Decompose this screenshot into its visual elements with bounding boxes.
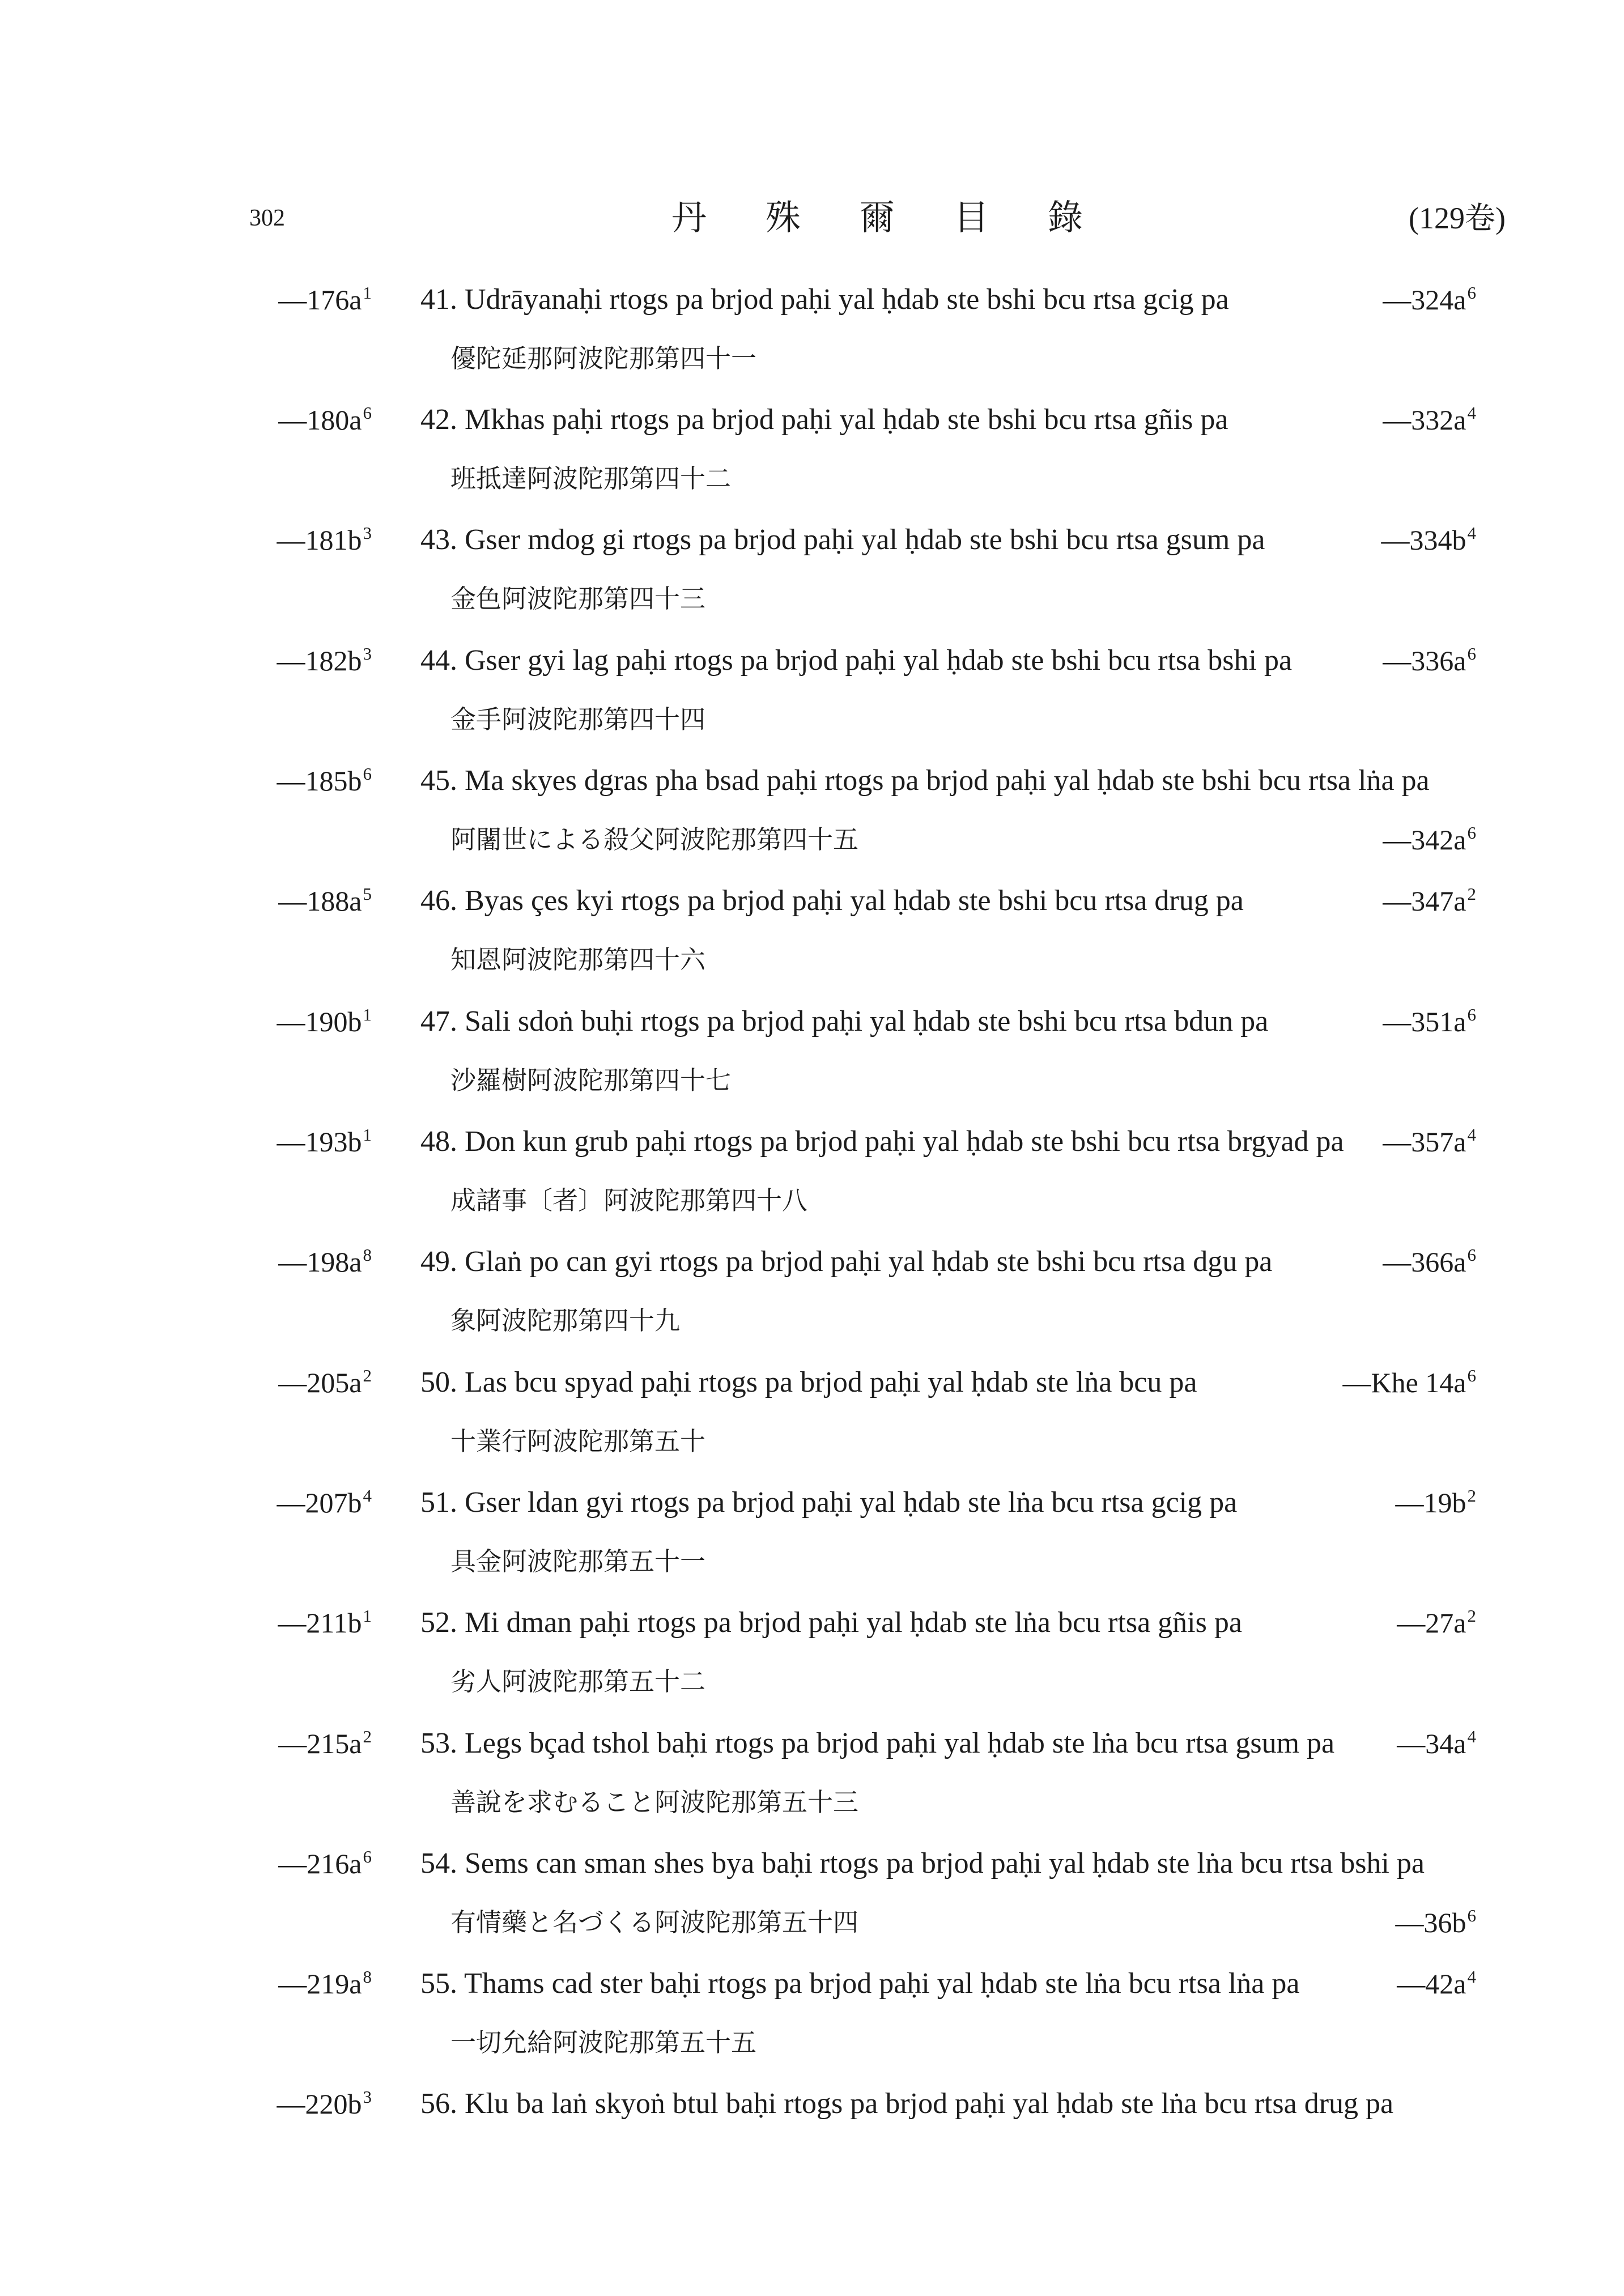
entry-gloss: 有情藥と名づくる阿波陀那第五十四 (450, 1908, 859, 1937)
entry-gloss: 善說を求むること阿波陀那第五十三 (450, 1788, 859, 1817)
entry-gloss: 優陀延那阿波陀那第四十一 (450, 345, 757, 373)
entry-gloss: 知恩阿波陀那第四十六 (450, 946, 706, 974)
source-ref: $—219a^8$ (278, 1967, 372, 2000)
source-ref: $—205a^2$ (278, 1366, 372, 1398)
entry-title: 56. Klu ba laṅ skyoṅ btul baḥi rtogs pa brjod paḥi yal ḥdab ste lṅa bcu rtsa drug pa (420, 2087, 1394, 2120)
entry-title: 50. Las bcu spyad paḥi rtogs pa brjod paḥi yal ḥdab ste lṅa bcu pa (420, 1366, 1197, 1398)
entry-title: 44. Gser gyi lag paḥi rtogs pa brjod paḥi yal ḥdab ste bshi bcu rtsa bshi pa (420, 644, 1293, 677)
entry-42 (0, 403, 1624, 499)
target-ref: $—347a^2$ (1383, 884, 1476, 917)
entry-56 (0, 2087, 1624, 2183)
entry-title: 52. Mi dman paḥi rtogs pa brjod paḥi yal ḥdab ste lṅa bcu rtsa gñis pa (420, 1606, 1242, 1639)
source-ref: $—180a^6$ (278, 403, 372, 436)
entry-49 (0, 1245, 1624, 1341)
entry-title: 55. Thams cad ster baḥi rtogs pa brjod paḥi yal ḥdab ste lṅa bcu rtsa lṅa pa (420, 1967, 1300, 2000)
entry-50 (0, 1366, 1624, 1462)
source-ref: $—185b^6$ (277, 764, 372, 797)
entry-41 (0, 283, 1624, 379)
entry-52 (0, 1606, 1624, 1702)
entry-gloss: 劣人阿波陀那第五十二 (450, 1668, 706, 1696)
volume-label: (129卷) (1409, 201, 1506, 235)
entry-gloss: 一切允給阿波陀那第五十五 (450, 2029, 757, 2057)
target-ref: $—34a^4$ (1397, 1727, 1476, 1759)
source-ref: $—211b^1$ (278, 1606, 372, 1639)
source-ref: $—220b^3$ (277, 2087, 372, 2120)
entry-gloss: 阿闍世による殺父阿波陀那第四十五 (450, 826, 859, 854)
source-ref: $—188a^5$ (278, 884, 372, 917)
source-ref: $—176a^1$ (278, 283, 372, 316)
page-header-title: 丹殊爾目錄 (671, 199, 1142, 237)
target-ref: $—36b^6$ (1395, 1906, 1476, 1938)
entry-gloss: 十業行阿波陀那第五十 (450, 1427, 706, 1456)
entry-47 (0, 1005, 1624, 1101)
target-ref: $—324a^6$ (1383, 283, 1476, 316)
entry-48 (0, 1125, 1624, 1221)
entry-title: 49. Glaṅ po can gyi rtogs pa brjod paḥi yal ḥdab ste bshi bcu rtsa dgu pa (420, 1245, 1273, 1278)
source-ref: $—198a^8$ (278, 1245, 372, 1278)
entry-gloss: 成諸事〔者〕阿波陀那第四十八 (450, 1187, 808, 1215)
entry-43 (0, 523, 1624, 619)
entry-51 (0, 1486, 1624, 1582)
page-number: 302 (249, 205, 285, 231)
entry-55 (0, 1967, 1624, 2063)
source-ref: $—215a^2$ (278, 1727, 372, 1759)
source-ref: $—193b^1$ (277, 1125, 372, 1158)
target-ref: $—342a^6$ (1383, 823, 1476, 856)
source-ref: $—181b^3$ (277, 523, 372, 556)
entry-gloss: 班抵達阿波陀那第四十二 (450, 465, 732, 493)
entry-gloss: 金色阿波陀那第四十三 (450, 585, 706, 613)
entry-46 (0, 884, 1624, 980)
target-ref: $—27a^2$ (1397, 1606, 1476, 1639)
entry-45 (0, 764, 1624, 860)
entry-title: 42. Mkhas paḥi rtogs pa brjod paḥi yal ḥdab ste bshi bcu rtsa gñis pa (420, 403, 1228, 436)
entry-gloss: 象阿波陀那第四十九 (450, 1307, 681, 1335)
entry-gloss: 金手阿波陀那第四十四 (450, 705, 706, 734)
entry-gloss: 具金阿波陀那第五十一 (450, 1547, 706, 1576)
target-ref: $—336a^6$ (1383, 644, 1476, 677)
entry-44 (0, 644, 1624, 740)
entry-title: 54. Sems can sman shes bya baḥi rtogs pa brjod paḥi yal ḥdab ste lṅa bcu rtsa bshi pa (420, 1847, 1425, 1880)
target-ref: $—334b^4$ (1381, 523, 1476, 556)
source-ref: $—182b^3$ (277, 644, 372, 677)
target-ref: $—351a^6$ (1383, 1005, 1476, 1038)
target-ref: $—42a^4$ (1397, 1967, 1476, 2000)
entry-title: 51. Gser ldan gyi rtogs pa brjod paḥi yal ḥdab ste lṅa bcu rtsa gcig pa (420, 1486, 1238, 1519)
source-ref: $—216a^6$ (278, 1847, 372, 1880)
source-ref: $—190b^1$ (277, 1005, 372, 1038)
entry-54 (0, 1847, 1624, 1943)
target-ref: $—19b^2$ (1395, 1486, 1476, 1519)
entry-title: 46. Byas çes kyi rtogs pa brjod paḥi yal ḥdab ste bshi bcu rtsa drug pa (420, 885, 1244, 917)
target-ref: —Khe $14a^6$ (1342, 1366, 1476, 1398)
entry-title: 48. Don kun grub paḥi rtogs pa brjod paḥi yal ḥdab ste bshi bcu rtsa brgyad pa (420, 1125, 1344, 1158)
entry-title: 41. Udrāyanaḥi rtogs pa brjod paḥi yal ḥdab ste bshi bcu rtsa gcig pa (420, 283, 1229, 316)
entry-title: 45. Ma skyes dgras pha bsad paḥi rtogs pa brjod paḥi yal ḥdab ste bshi bcu rtsa lṅa pa (420, 764, 1430, 797)
entry-53 (0, 1727, 1624, 1823)
entry-title: 43. Gser mdog gi rtogs pa brjod paḥi yal ḥdab ste bshi bcu rtsa gsum pa (420, 524, 1265, 556)
target-ref: $—332a^4$ (1383, 403, 1476, 436)
source-ref: $—207b^4$ (277, 1486, 372, 1519)
target-ref: $—366a^6$ (1383, 1245, 1476, 1278)
entry-title: 53. Legs bçad tshol baḥi rtogs pa brjod paḥi yal ḥdab ste lṅa bcu rtsa gsum pa (420, 1727, 1335, 1759)
entry-gloss: 沙羅樹阿波陀那第四十七 (450, 1066, 732, 1095)
target-ref: $—357a^4$ (1383, 1125, 1476, 1158)
entry-title: 47. Sali sdoṅ buḥi rtogs pa brjod paḥi yal ḥdab ste bshi bcu rtsa bdun pa (420, 1005, 1269, 1038)
